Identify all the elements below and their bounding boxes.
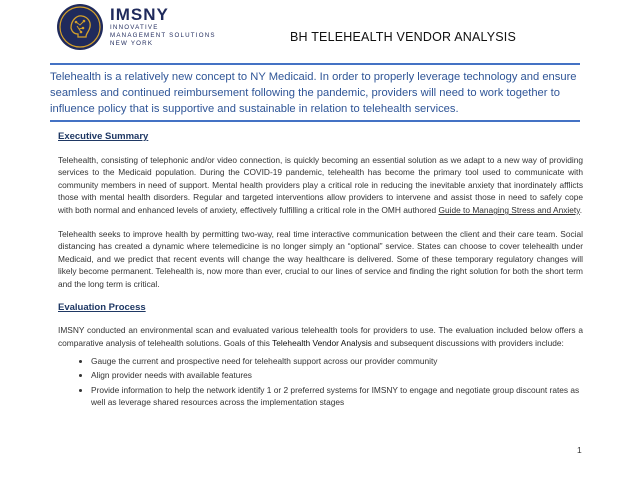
intro-statement: Telehealth is a relatively new concept to NY Medicaid. In order to properly leverage technology and ensure seamless and continued reimbursement following the pandemic, providers will need to work together to influence policy that is supportive and sustainable in relation to telehealth services. bbox=[50, 71, 577, 115]
page-number: 1 bbox=[577, 445, 582, 455]
evaluation-process-heading: Evaluation Process bbox=[58, 301, 146, 313]
brand-subtitle-3: NEW YORK bbox=[110, 40, 154, 47]
document-title: BH TELEHEALTH VENDOR ANALYSIS bbox=[290, 30, 517, 44]
list-item: • Align provider needs with available features bbox=[91, 369, 583, 382]
eval-p1-emphasis: Telehealth Vendor Analysis bbox=[272, 337, 372, 348]
executive-summary-paragraph-2: Telehealth seeks to improve health by permitting two-way, real time interactive communication between the client and their care team. Social distancing has created a dynamic where telemedicine is no longer simply an “optional” service. States can choose to cover telehealth under Medicaid, and we predict that recent events will change the way healthcare is delivered. Some of these temporary regulatory changes will likely become permanent. Telehealth is, now more than ever, crucial to our lines of service and finding the right solution for both the short term and the long term is critical. bbox=[58, 228, 583, 289]
guide-link[interactable]: Guide to Managing Stress and Anxiety bbox=[438, 204, 580, 215]
goals-list bbox=[58, 355, 583, 408]
imsny-logo-icon bbox=[57, 4, 103, 50]
list-item: • Gauge the current and prospective need for telehealth support across our provider community bbox=[91, 355, 583, 368]
exec-p1-text: Telehealth, consisting of telephonic and/or video connection, is quickly becoming an essential solution as we adapt to a new way of providing services to the Medicaid population. During the COVID-19 pandemic, telehealth has become the primary tool used to communicate with community members in need of support. Mental health providers play a critical role in reducing the inevitable anxiety that inordinately afflicts those with mental health disorders. Regular and targeted interventions allow providers to intervene and assist those in need to safely cope with both normal and enhanced levels of anxiety, effectively fulfilling a critical role in the OMH authored bbox=[58, 154, 583, 215]
page-header bbox=[57, 0, 617, 55]
evaluation-paragraph bbox=[58, 324, 583, 349]
eval-p1-end: and subsequent discussions with providers include: bbox=[371, 337, 564, 348]
list-item: • Provide information to help the network identify 1 or 2 preferred systems for IMSNY to engage and negotiate group discount rates as well as leverage shared resources across the implementation stages bbox=[91, 384, 583, 409]
bottom-divider bbox=[50, 120, 580, 122]
document-body bbox=[58, 131, 583, 410]
executive-summary-paragraph-1 bbox=[58, 154, 583, 217]
brand-name: IMSNY bbox=[110, 5, 169, 24]
top-divider bbox=[50, 63, 580, 65]
eval-p1-text: IMSNY conducted an environmental scan and evaluated various telehealth tools for providers to use. The evaluation included below offers a comparative analysis of telehealth solutions. Goals of this bbox=[58, 325, 583, 348]
exec-p1-end: . bbox=[579, 204, 583, 215]
brand-subtitle-1: INNOVATIVE bbox=[110, 24, 159, 31]
executive-summary-heading: Executive Summary bbox=[58, 131, 149, 142]
brand-block bbox=[110, 6, 216, 48]
brand-subtitle-2: MANAGEMENT SOLUTIONS bbox=[110, 32, 216, 39]
